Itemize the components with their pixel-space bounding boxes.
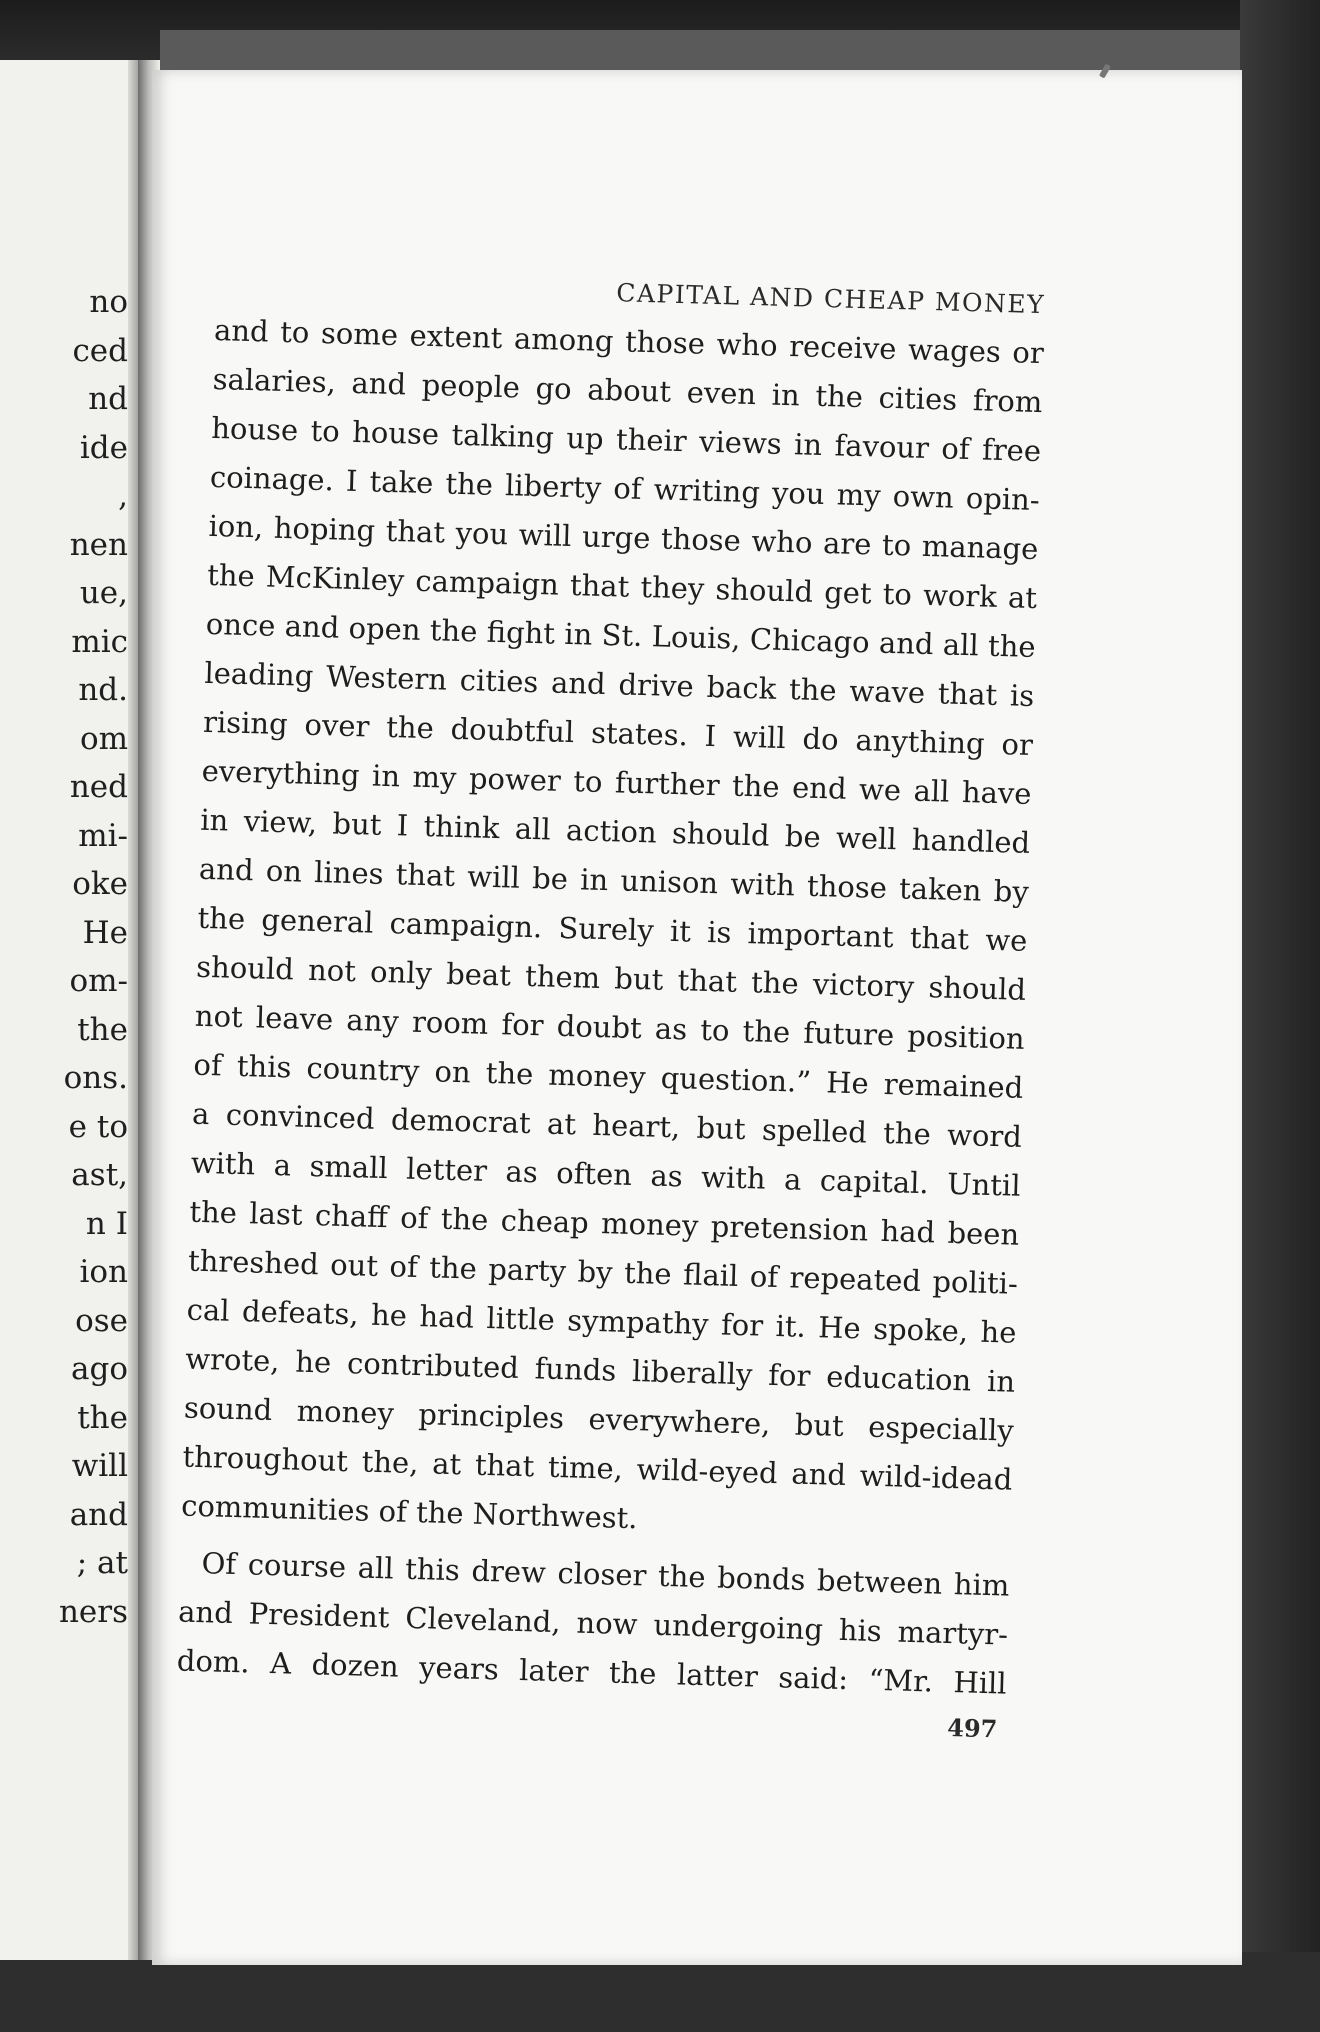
facing-page-line-fragment: and — [69, 1496, 128, 1533]
facing-page-line-fragment: n I — [85, 1205, 128, 1242]
text-line: everything in my power to further the end we all have — [201, 753, 1032, 811]
text-line: wrote, he contributed funds liberally for education in — [184, 1341, 1016, 1399]
text-line: ion, hoping that you will urge those who are to manage — [208, 508, 1039, 567]
text-line: coinage. I take the liberty of writing you my own opin- — [209, 459, 1041, 518]
text-line: rising over the doubtful states. I will do anything or — [202, 704, 1034, 762]
text-line: of this country on the money question.” He remained — [193, 1047, 1024, 1105]
facing-page-line-fragment: will — [71, 1448, 128, 1484]
text-line: salaries, and people go about even in the cities from — [212, 361, 1043, 420]
text-line: not leave any room for doubt as to the future position — [194, 998, 1026, 1056]
text-line: with a small letter as often as with a capital. Until — [190, 1145, 1021, 1203]
facing-page-line-fragment: He — [82, 914, 128, 951]
facing-page-line-fragment: the — [77, 1011, 128, 1048]
facing-page-line-fragment: om- — [69, 963, 128, 999]
text-line: the general campaign. Surely it is important that we — [197, 900, 1028, 958]
text-line: a convinced democrat at heart, but spelled the word — [191, 1096, 1023, 1154]
facing-page-line-fragment: , — [118, 478, 128, 514]
facing-page-text — [0, 278, 128, 1636]
text-line: and President Cleveland, now undergoing his martyr- — [177, 1594, 1009, 1652]
text-line: and to some extent among those who receive wages or — [213, 312, 1045, 371]
facing-page-line-fragment: nen — [69, 526, 128, 563]
text-line: in view, but I think all action should be well handled — [199, 802, 1031, 860]
facing-page-line-fragment: oke — [72, 866, 128, 902]
text-line: communities of the Northwest. — [180, 1488, 638, 1536]
text-line: and on lines that will be in unison with those taken by — [198, 851, 1030, 909]
facing-page-line-fragment: om — [79, 720, 128, 757]
text-line: the McKinley campaign that they should get to work at — [206, 557, 1038, 616]
facing-page-line-fragment: mic — [71, 623, 128, 660]
text-line: Of course all this drew closer the bonds between him — [201, 1546, 1010, 1603]
text-line: throughout the, at that time, wild-eyed and wild-idead — [182, 1439, 1013, 1497]
facing-page-line-fragment: ose — [75, 1302, 128, 1339]
facing-page-line-fragment: ned — [69, 769, 128, 805]
facing-page-line-fragment: no — [89, 284, 128, 320]
facing-page-line-fragment: ago — [71, 1351, 128, 1387]
facing-page-line-fragment: e to — [68, 1108, 128, 1145]
text-line: house to house talking up their views in favour of free — [210, 410, 1042, 469]
text-line: threshed out of the party by the flail of repeated politi- — [187, 1243, 1019, 1301]
facing-page-line-fragment: ons. — [63, 1060, 128, 1096]
text-line: leading Western cities and drive back the wave that is — [204, 655, 1035, 714]
facing-page-line-fragment: nd. — [78, 672, 128, 708]
facing-page-line-fragment: nd — [88, 381, 128, 417]
text-line: sound money principles everywhere, but especially — [183, 1390, 1015, 1448]
facing-page — [0, 60, 140, 1960]
paragraph-2 — [176, 1539, 1010, 1709]
facing-page-line-fragment: ue, — [79, 575, 128, 611]
paragraph-1 — [181, 306, 1045, 1554]
text-line: dom. A dozen years later the latter said: “Mr. Hill — [176, 1643, 1008, 1701]
text-line: once and open the fight in St. Louis, Chicago and all the — [205, 606, 1037, 665]
facing-page-line-fragment: ; at — [76, 1545, 128, 1581]
facing-page-line-fragment: the — [77, 1399, 128, 1436]
page-text-block — [175, 262, 1045, 1744]
text-line: cal defeats, he had little sympathy for it. He spoke, he — [186, 1292, 1017, 1350]
text-line: the last chaff of the cheap money pretension had been — [188, 1194, 1020, 1252]
scan-backdrop-right — [1240, 0, 1320, 2032]
facing-page-line-fragment: ide — [79, 429, 128, 466]
page-number: 497 — [946, 1712, 998, 1744]
facing-page-line-fragment: ners — [58, 1593, 128, 1630]
running-head: CAPITAL AND CHEAP MONEY — [615, 278, 1046, 320]
facing-page-line-fragment: ast, — [71, 1157, 128, 1193]
facing-page-line-fragment: ced — [72, 332, 128, 369]
facing-page-line-fragment: mi- — [78, 817, 128, 854]
text-line: should not only beat them but that the victory should — [195, 949, 1027, 1007]
facing-page-line-fragment: ion — [79, 1254, 128, 1290]
book-page — [152, 70, 1242, 1965]
